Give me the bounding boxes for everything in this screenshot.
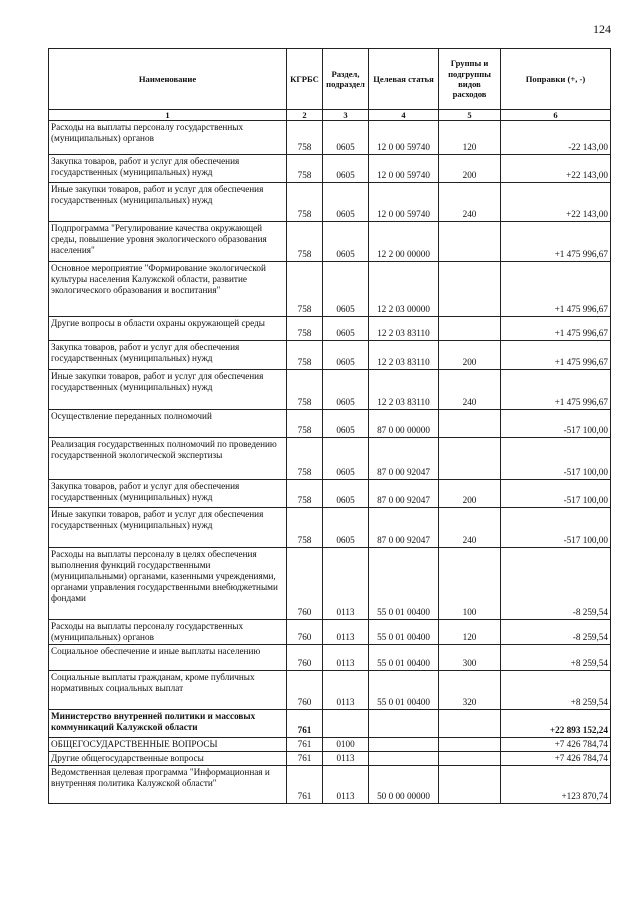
row-expense-group <box>439 262 501 317</box>
row-section: 0605 <box>323 121 369 155</box>
row-section: 0605 <box>323 317 369 341</box>
row-amendment: +7 426 784,74 <box>501 752 611 766</box>
table-row <box>49 508 611 548</box>
row-name: Основное мероприятие "Формирование экологической культуры населения Калужской области, развитие экологического образования и воспитания" <box>49 262 287 317</box>
row-section: 0605 <box>323 410 369 438</box>
column-number: 1 <box>49 110 287 121</box>
row-amendment: +22 143,00 <box>501 155 611 183</box>
row-expense-group <box>439 710 501 738</box>
table-row <box>49 341 611 370</box>
row-name: Закупка товаров, работ и услуг для обеспечения государственных (муниципальных) нужд <box>49 341 287 370</box>
row-name: Социальное обеспечение и иные выплаты населению <box>49 645 287 671</box>
header-expense-group: Группы и подгруппы видов расходов <box>439 49 501 110</box>
column-number: 3 <box>323 110 369 121</box>
table-row <box>49 222 611 262</box>
row-expense-group <box>439 438 501 480</box>
row-section: 0605 <box>323 370 369 410</box>
row-amendment: +123 870,74 <box>501 766 611 804</box>
row-section: 0605 <box>323 508 369 548</box>
row-amendment: +8 259,54 <box>501 645 611 671</box>
table-row <box>49 671 611 710</box>
row-amendment: -8 259,54 <box>501 620 611 645</box>
table-row <box>49 121 611 155</box>
row-expense-group: 240 <box>439 508 501 548</box>
row-amendment: +1 475 996,67 <box>501 262 611 317</box>
row-target-article: 12 2 03 83110 <box>369 370 439 410</box>
row-target-article <box>369 710 439 738</box>
row-amendment: -517 100,00 <box>501 480 611 508</box>
row-amendment: +7 426 784,74 <box>501 738 611 752</box>
row-amendment: +8 259,54 <box>501 671 611 710</box>
table-row <box>49 752 611 766</box>
row-name: Другие общегосударственные вопросы <box>49 752 287 766</box>
row-section: 0113 <box>323 548 369 620</box>
row-kgrbs: 760 <box>287 671 323 710</box>
row-target-article: 12 0 00 59740 <box>369 183 439 222</box>
row-section: 0605 <box>323 222 369 262</box>
row-section: 0605 <box>323 438 369 480</box>
row-expense-group: 300 <box>439 645 501 671</box>
row-target-article: 87 0 00 00000 <box>369 410 439 438</box>
budget-amendments-table <box>48 48 611 804</box>
row-kgrbs: 758 <box>287 183 323 222</box>
row-name: Иные закупки товаров, работ и услуг для обеспечения государственных (муниципальных) нужд <box>49 370 287 410</box>
row-name: Закупка товаров, работ и услуг для обеспечения государственных (муниципальных) нужд <box>49 480 287 508</box>
row-expense-group: 320 <box>439 671 501 710</box>
header-target-article: Целевая статья <box>369 49 439 110</box>
row-amendment: +22 893 152,24 <box>501 710 611 738</box>
row-amendment: +1 475 996,67 <box>501 370 611 410</box>
row-expense-group <box>439 766 501 804</box>
row-name: Иные закупки товаров, работ и услуг для обеспечения государственных (муниципальных) нужд <box>49 508 287 548</box>
row-name: Ведомственная целевая программа "Информационная и внутренняя политика Калужской области" <box>49 766 287 804</box>
row-section: 0605 <box>323 262 369 317</box>
row-expense-group <box>439 410 501 438</box>
row-expense-group: 200 <box>439 480 501 508</box>
table-body <box>49 121 611 804</box>
row-section: 0605 <box>323 480 369 508</box>
row-kgrbs: 758 <box>287 155 323 183</box>
row-expense-group <box>439 738 501 752</box>
row-name: Иные закупки товаров, работ и услуг для обеспечения государственных (муниципальных) нужд <box>49 183 287 222</box>
row-kgrbs: 758 <box>287 341 323 370</box>
row-target-article: 87 0 00 92047 <box>369 508 439 548</box>
table-row <box>49 548 611 620</box>
row-section: 0113 <box>323 752 369 766</box>
table-row <box>49 317 611 341</box>
row-name: Другие вопросы в области охраны окружающей среды <box>49 317 287 341</box>
row-target-article: 55 0 01 00400 <box>369 620 439 645</box>
row-target-article: 55 0 01 00400 <box>369 671 439 710</box>
row-section: 0113 <box>323 671 369 710</box>
row-section: 0113 <box>323 766 369 804</box>
row-kgrbs: 758 <box>287 410 323 438</box>
row-amendment: -517 100,00 <box>501 410 611 438</box>
row-target-article <box>369 752 439 766</box>
row-amendment: +1 475 996,67 <box>501 222 611 262</box>
row-amendment: +1 475 996,67 <box>501 317 611 341</box>
table-row <box>49 480 611 508</box>
row-section: 0100 <box>323 738 369 752</box>
row-expense-group: 120 <box>439 121 501 155</box>
row-kgrbs: 758 <box>287 262 323 317</box>
table-row <box>49 620 611 645</box>
column-number-row <box>49 110 611 121</box>
row-kgrbs: 760 <box>287 548 323 620</box>
column-number: 4 <box>369 110 439 121</box>
row-name: Осуществление переданных полномочий <box>49 410 287 438</box>
row-target-article: 12 2 03 83110 <box>369 341 439 370</box>
row-expense-group: 240 <box>439 183 501 222</box>
column-number: 6 <box>501 110 611 121</box>
row-section <box>323 710 369 738</box>
row-target-article: 50 0 00 00000 <box>369 766 439 804</box>
row-name: Расходы на выплаты персоналу государственных (муниципальных) органов <box>49 620 287 645</box>
table-row <box>49 438 611 480</box>
row-kgrbs: 758 <box>287 222 323 262</box>
row-kgrbs: 760 <box>287 620 323 645</box>
row-kgrbs: 758 <box>287 370 323 410</box>
table-row <box>49 183 611 222</box>
row-name: Министерство внутренней политики и массовых коммуникаций Калужской области <box>49 710 287 738</box>
row-amendment: +1 475 996,67 <box>501 341 611 370</box>
row-section: 0605 <box>323 341 369 370</box>
row-kgrbs: 758 <box>287 480 323 508</box>
row-kgrbs: 761 <box>287 738 323 752</box>
table-row <box>49 710 611 738</box>
table-row <box>49 766 611 804</box>
row-amendment: -517 100,00 <box>501 438 611 480</box>
row-expense-group: 200 <box>439 341 501 370</box>
row-target-article: 87 0 00 92047 <box>369 480 439 508</box>
row-name: Социальные выплаты гражданам, кроме публичных нормативных социальных выплат <box>49 671 287 710</box>
row-amendment: -8 259,54 <box>501 548 611 620</box>
row-target-article: 12 0 00 59740 <box>369 155 439 183</box>
row-name: Реализация государственных полномочий по проведению государственной экологической экспертизы <box>49 438 287 480</box>
row-amendment: -22 143,00 <box>501 121 611 155</box>
row-expense-group: 200 <box>439 155 501 183</box>
row-target-article: 55 0 01 00400 <box>369 548 439 620</box>
row-name: Расходы на выплаты персоналу в целях обеспечения выполнения функций государственными (муниципальными) органами, казенными учреждениями, органами управления государственными внебюджетными фондами <box>49 548 287 620</box>
row-target-article: 12 2 03 00000 <box>369 262 439 317</box>
row-target-article: 87 0 00 92047 <box>369 438 439 480</box>
row-target-article: 12 2 03 83110 <box>369 317 439 341</box>
row-name: Расходы на выплаты персоналу государственных (муниципальных) органов <box>49 121 287 155</box>
row-amendment: -517 100,00 <box>501 508 611 548</box>
row-kgrbs: 761 <box>287 710 323 738</box>
row-kgrbs: 761 <box>287 766 323 804</box>
row-expense-group <box>439 317 501 341</box>
table-row <box>49 410 611 438</box>
row-kgrbs: 761 <box>287 752 323 766</box>
table-row <box>49 262 611 317</box>
row-target-article: 12 2 00 00000 <box>369 222 439 262</box>
row-expense-group <box>439 752 501 766</box>
row-target-article <box>369 738 439 752</box>
header-section: Раздел, подраздел <box>323 49 369 110</box>
page-number: 124 <box>593 22 611 36</box>
row-expense-group: 120 <box>439 620 501 645</box>
table-row <box>49 738 611 752</box>
row-kgrbs: 760 <box>287 645 323 671</box>
row-target-article: 55 0 01 00400 <box>369 645 439 671</box>
row-name: Подпрограмма "Регулирование качества окружающей среды, повышение уровня экологического образования населения" <box>49 222 287 262</box>
row-section: 0113 <box>323 645 369 671</box>
row-target-article: 12 0 00 59740 <box>369 121 439 155</box>
header-kgrbs: КГРБС <box>287 49 323 110</box>
table-row <box>49 370 611 410</box>
row-kgrbs: 758 <box>287 508 323 548</box>
row-expense-group: 240 <box>439 370 501 410</box>
table-row <box>49 155 611 183</box>
column-number: 2 <box>287 110 323 121</box>
row-section: 0113 <box>323 620 369 645</box>
row-kgrbs: 758 <box>287 317 323 341</box>
row-kgrbs: 758 <box>287 121 323 155</box>
column-number: 5 <box>439 110 501 121</box>
row-amendment: +22 143,00 <box>501 183 611 222</box>
header-name: Наименование <box>49 49 287 110</box>
row-expense-group: 100 <box>439 548 501 620</box>
row-expense-group <box>439 222 501 262</box>
row-name: Закупка товаров, работ и услуг для обеспечения государственных (муниципальных) нужд <box>49 155 287 183</box>
table-row <box>49 645 611 671</box>
row-section: 0605 <box>323 183 369 222</box>
row-name: ОБЩЕГОСУДАРСТВЕННЫЕ ВОПРОСЫ <box>49 738 287 752</box>
header-amendment: Поправки (+, -) <box>501 49 611 110</box>
row-section: 0605 <box>323 155 369 183</box>
table-header-row <box>49 49 611 110</box>
row-kgrbs: 758 <box>287 438 323 480</box>
